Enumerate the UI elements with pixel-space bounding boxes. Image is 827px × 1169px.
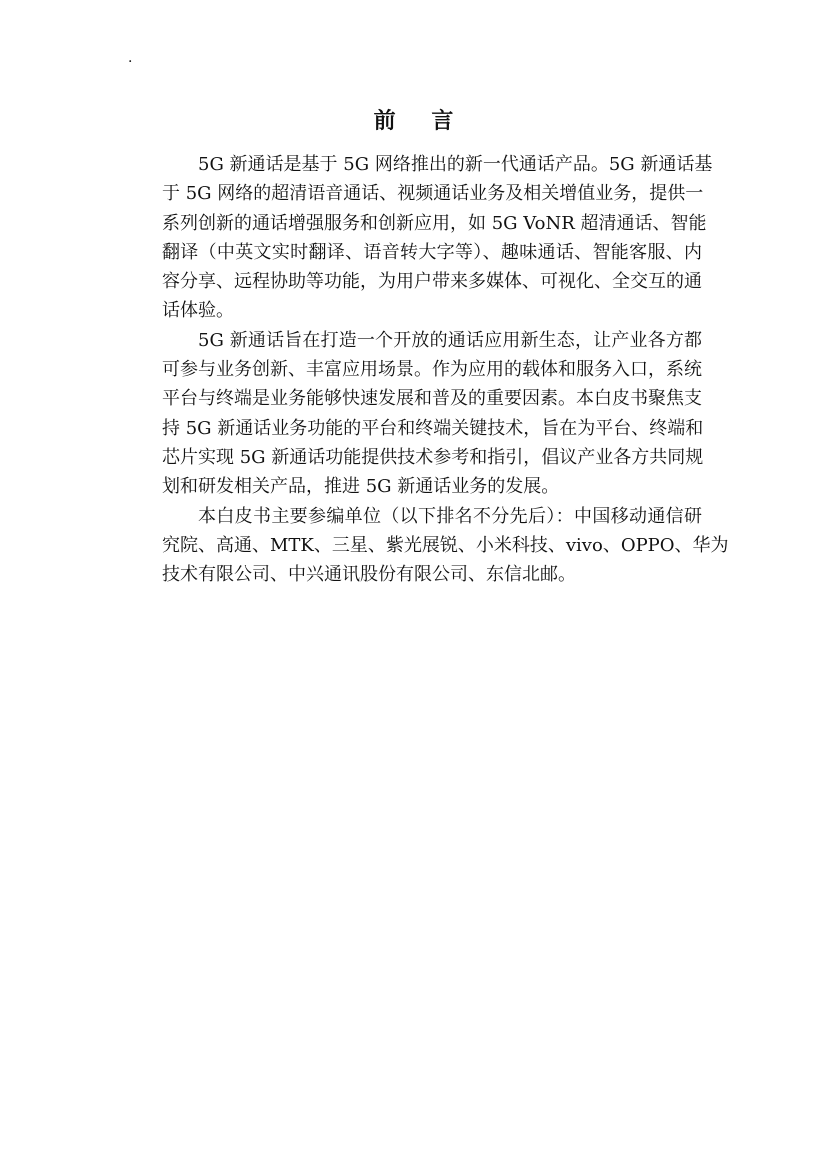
paragraph-line: 本白皮书主要参编单位（以下排名不分先后）：中国移动通信研 [198, 505, 702, 527]
paragraph-line: 划和研发相关产品，推进 5G 新通话业务的发展。 [162, 476, 560, 498]
paragraph-line: 究院、高通、MTK、三星、紫光展锐、小米科技、vivo、OPPO、华为 [162, 534, 729, 556]
paragraph-line: 于 5G 网络的超清语音通话、视频通话业务及相关增值业务，提供一 [162, 183, 704, 205]
paragraph-line: 5G 新通话是基于 5G 网络推出的新一代通话产品。5G 新通话基 [198, 154, 713, 175]
document-body [126, 150, 729, 589]
paragraph-ecosystem [126, 326, 702, 502]
paragraph-line: 平台与终端是业务能够快速发展和普及的重要因素。本白皮书聚焦支 [162, 388, 702, 410]
paragraph-line: 翻译（中英文实时翻译、语音转大字等）、趣味通话、智能客服、内 [162, 241, 702, 263]
paragraph-line: 技术有限公司、中兴通讯股份有限公司、东信北邮。 [162, 564, 576, 586]
paragraph-line: 芯片实现 5G 新通话功能提供技术参考和指引，倡议产业各方共同规 [162, 446, 704, 468]
paragraph-line: 容分享、远程协助等功能，为用户带来多媒体、可视化、全交互的通 [162, 271, 702, 293]
page-title: 前 言 [373, 109, 468, 134]
paragraph-intro [126, 150, 713, 326]
paragraph-line: 系列创新的通话增强服务和创新应用，如 5G VoNR 超清通话、智能 [162, 212, 707, 234]
paragraph-contributors [126, 502, 729, 590]
paragraph-line: 可参与业务创新、丰富应用场景。作为应用的载体和服务入口，系统 [162, 359, 702, 381]
paragraph-line: 持 5G 新通话业务功能的平台和终端关键技术，旨在为平台、终端和 [162, 417, 704, 439]
paragraph-line: 话体验。 [162, 300, 234, 322]
paragraph-line: 5G 新通话旨在打造一个开放的通话应用新生态，让产业各方都 [198, 329, 702, 351]
top-dot-mark: · [128, 54, 133, 70]
